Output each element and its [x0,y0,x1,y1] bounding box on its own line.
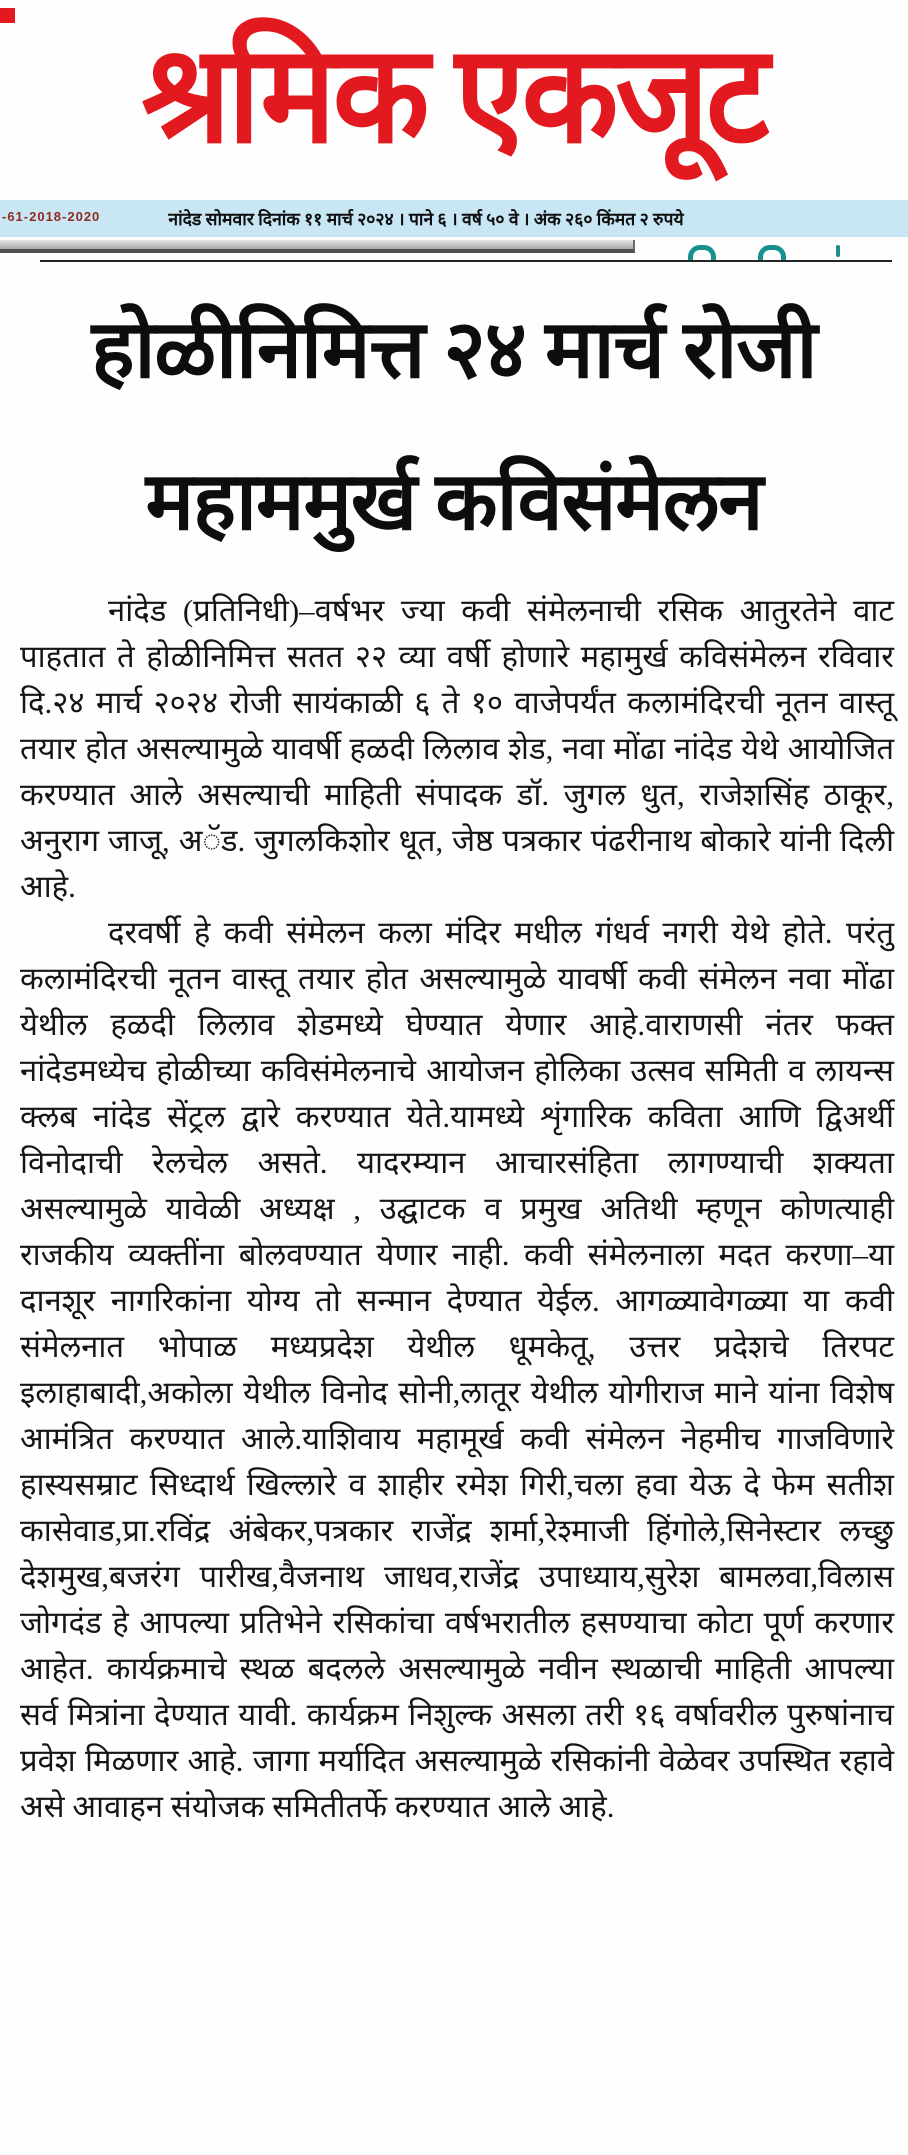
dateline-text: नांदेड सोमवार दिनांक ११ मार्च २०२४ । पाने ६ । वर्ष ५० वे । अंक २६० किंमत २ रुपये [168,208,684,229]
headline-line-2: महाममुर्ख कविसंमेलन [145,457,763,547]
headline-line-1: होळीनिमित्त २४ मार्च रोजी [91,305,817,395]
red-corner-fragment [0,8,15,23]
article-headline [0,274,908,578]
gray-bar-artifact [0,240,635,253]
newspaper-title: श्रमिक एकजूट [141,21,767,172]
article-body [0,588,908,1830]
paragraph: नांदेड (प्रतिनिधी)–वर्षभर ज्या कवी संमेलनाची रसिक आतुरतेने वाट पाहतात ते होळीनिमित्त सतत २२ व्या वर्षी होणारे महामुर्ख कविसंमेलन रविवार दि.२४ मार्च २०२४ रोजी सायंकाळी ६ ते १० वाजेपर्यंत कलामंदिरची नूतन वास्तू तयार होत असल्यामुळे यावर्षी हळदी लिलाव शेड, नवा मोंढा नांदेड येथे आयोजित करण्यात आले असल्याची माहिती संपादक डॉ. जुगल धुत, राजेशसिंह ठाकूर, अनुराग जाजू, अॅड. जुगलकिशोर धूत, जेष्ठ पत्रकार पंढरीनाथ बोकारे यांनी दिली आहे. [20,593,894,904]
cropped-letter-fragment [836,245,840,257]
masthead [0,0,908,200]
divider-zone [0,237,908,262]
dateline-strip [0,200,908,237]
paragraph: दरवर्षी हे कवी संमेलन कला मंदिर मधील गंधर्व नगरी येथे होते. परंतु कलामंदिरची नूतन वास्तू तयार होत असल्यामुळे यावर्षी कवी संमेलन नवा मोंढा येथील हळदी लिलाव शेडमध्ये घेण्यात येणार आहे.वाराणसी नंतर फक्त नांदेडमध्येच होळीच्या कविसंमेलनाचे आयोजन होलिका उत्सव समिती व लायन्स क्लब नांदेड सेंट्रल द्वारे करण्यात येते.यामध्ये शृंगारिक कविता आणि द्विअर्थी विनोदाची रेलचेल असते. यादरम्यान आचारसंहिता लागण्याची शक्यता असल्यामुळे यावेळी अध्यक्ष , उद्घाटक व प्रमुख अतिथी म्हणून कोणत्याही राजकीय व्यक्तींना बोलवण्यात येणार नाही. कवी संमेलनाला मदत करणा–या दानशूर नागरिकांना योग्य तो सन्मान देण्यात येईल. आगळ्यावेगळ्या या कवी संमेलनात भोपाळ मध्यप्रदेश येथील धूमकेतू, उत्तर प्रदेशचे तिरपट इलाहाबादी,अकोला येथील विनोद सोनी,लातूर येथील योगीराज माने यांना विशेष आमंत्रित करण्यात आले.याशिवाय महामूर्ख कवी संमेलन नेहमीच गाजविणारे हास्यसम्राट सिध्दार्थ खिल्लारे व शाहीर रमेश गिरी,चला हवा येऊ दे फेम सतीश कासेवाड,प्रा.रविंद्र अंबेकर,पत्रकार राजेंद्र शर्मा,रेश्माजी हिंगोले,सिनेस्टार लच्छु देशमुख,बजरंग पारीख,वैजनाथ जाधव,राजेंद्र उपाध्याय,सुरेश बामलवा,विलास जोगदंड हे आपल्या प्रतिभेने रसिकांचा वर्षभरातील हसण्याचा कोटा पूर्ण करणार आहेत. कार्यक्रमाचे स्थळ बदलले असल्यामुळे नवीन स्थळाची माहिती आपल्या सर्व मित्रांना देण्यात यावी. कार्यक्रम निशुल्क असला तरी १६ वर्षावरील पुरुषांनाच प्रवेश मिळणार आहे. जागा मर्यादित असल्यामुळे रसिकांनी वेळेवर उपस्थित रहावे असे आवाहन संयोजक समितीतर्फे करण्यात आले आहे. [20,915,894,1824]
horizontal-rule [40,260,892,262]
registration-number: -61-2018-2020 [2,209,101,224]
